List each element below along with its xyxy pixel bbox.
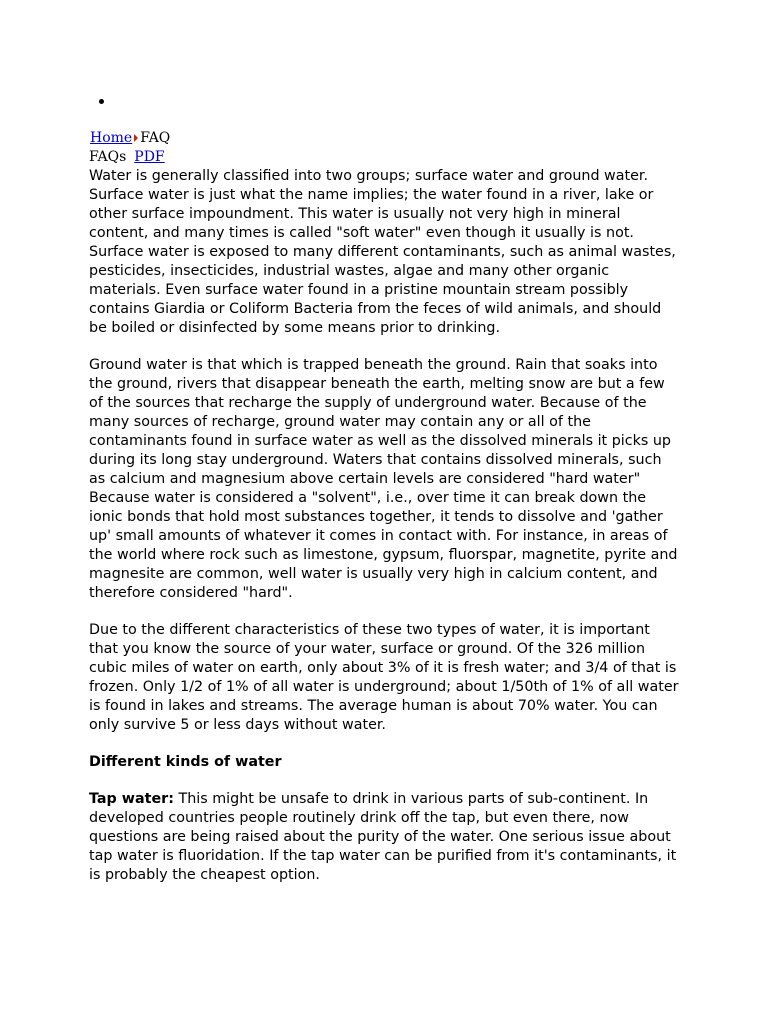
faqs-label: FAQs — [89, 149, 127, 165]
breadcrumb — [90, 129, 170, 148]
breadcrumb-arrow-icon — [134, 134, 138, 142]
breadcrumb-current: FAQ — [140, 130, 171, 146]
faq-links — [89, 148, 165, 167]
tap-water-text: This might be unsafe to drink in various parts of sub-continent. In developed countries people routinely drink off the tap, but even there, now questions are being raised about the purity of the water. One serious issue about tap water is fluoridation. If the tap water can be purified from it's contaminants, it is probably the cheapest option. — [89, 791, 677, 883]
tap-water-label: Tap water: — [89, 791, 174, 807]
section-heading: Different kinds of water — [89, 754, 282, 770]
breadcrumb-home-link[interactable]: Home — [90, 130, 133, 146]
paragraph-water-facts: Due to the different characteristics of these two types of water, it is important that you know the source of your water, surface or ground. Of the 326 million cubic miles of water on earth, only about 3% of it is fresh water; and 3/4 of that is frozen. Only 1/2 of 1% of all water is underground; about 1/50th of 1% of all water is found in lakes and streams. The average human is about 70% water. You can only survive 5 or less days without water. — [89, 622, 679, 733]
empty-bullet-list — [0, 92, 116, 112]
article-content — [89, 167, 681, 903]
pdf-link[interactable]: PDF — [134, 149, 165, 165]
paragraph-ground-water: Ground water is that which is trapped beneath the ground. Rain that soaks into the ground, rivers that disappear beneath the earth, melting snow are but a few of the sources that recharge the supply of underground water. Because of the many sources of recharge, ground water may contain any or all of the contaminants found in surface water as well as the dissolved minerals it picks up during its long stay underground. Waters that contains dissolved minerals, such as calcium and magnesium above certain levels are considered "hard water" Because water is considered a "solvent", i.e., over time it can break down the ionic bonds that hold most substances together, it tends to dissolve and 'gather up' small amounts of whatever it comes in contact with. For instance, in areas of the world where rock such as limestone, gypsum, fluorspar, magnetite, pyrite and magnesite are common, well water is usually very high in calcium content, and therefore considered "hard". — [89, 357, 678, 601]
paragraph-surface-water: Water is generally classified into two groups; surface water and ground water. Surface water is just what the name implies; the water found in a river, lake or other surface impoundment. This water is usually not very high in mineral content, and many times is called "soft water" even though it usually is not. Surface water is exposed to many different contaminants, such as animal wastes, pesticides, insecticides, industrial wastes, algae and many other organic materials. Even surface water found in a pristine mountain stream possibly contains Giardia or Coliform Bacteria from the feces of wild animals, and should be boiled or disinfected by some means prior to drinking. — [89, 168, 676, 336]
paragraph-tap-water — [89, 790, 681, 885]
